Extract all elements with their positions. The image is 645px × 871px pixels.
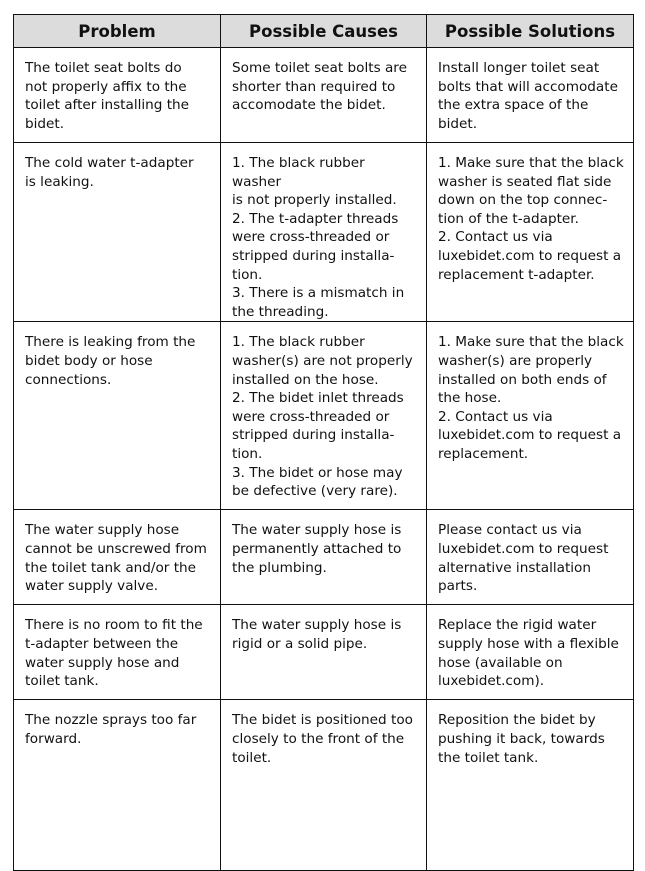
table-row <box>14 605 634 700</box>
solutions-cell: Reposition the bidet by pushing it back, towards the toilet tank. <box>427 700 634 871</box>
causes-cell: The water supply hose is permanently attached to the plumbing. <box>221 510 427 605</box>
table-row <box>14 700 634 871</box>
solutions-cell: Please contact us via luxebidet.com to request alternative installation parts. <box>427 510 634 605</box>
causes-cell: 1. The black rubber washer is not properly installed. 2. The t-adapter threads were cross-threaded or stripped during installa- tion. 3. There is a mismatch in the threading. <box>221 143 427 322</box>
table-row <box>14 322 634 510</box>
problem-cell: The toilet seat bolts do not properly affix to the toilet after installing the bidet. <box>14 48 221 143</box>
problem-cell: The nozzle sprays too far forward. <box>14 700 221 871</box>
solutions-cell: Replace the rigid water supply hose with a flexible hose (available on luxebidet.com). <box>427 605 634 700</box>
header-problem: Problem <box>14 15 221 48</box>
problem-cell: The water supply hose cannot be unscrewed from the toilet tank and/or the water supply valve. <box>14 510 221 605</box>
table-row <box>14 143 634 322</box>
problem-cell: There is no room to fit the t-adapter between the water supply hose and toilet tank. <box>14 605 221 700</box>
causes-cell: Some toilet seat bolts are shorter than required to accomodate the bidet. <box>221 48 427 143</box>
causes-cell: The bidet is positioned too closely to the front of the toilet. <box>221 700 427 871</box>
solutions-cell: 1. Make sure that the black washer(s) are properly installed on both ends of the hose. 2. Contact us via luxebidet.com to request a replacement. <box>427 322 634 510</box>
header-possible-causes: Possible Causes <box>221 15 427 48</box>
causes-cell: 1. The black rubber washer(s) are not properly installed on the hose. 2. The bidet inlet threads were cross-threaded or stripped during installa- tion. 3. The bidet or hose may be defective (very rare). <box>221 322 427 510</box>
causes-cell: The water supply hose is rigid or a solid pipe. <box>221 605 427 700</box>
solutions-cell: Install longer toilet seat bolts that will accomodate the extra space of the bidet. <box>427 48 634 143</box>
table-row <box>14 48 634 143</box>
table-row <box>14 510 634 605</box>
problem-cell: The cold water t-adapter is leaking. <box>14 143 221 322</box>
header-possible-solutions: Possible Solutions <box>427 15 634 48</box>
header-row <box>14 15 634 48</box>
solutions-cell: 1. Make sure that the black washer is seated flat side down on the top connec- tion of the t-adapter. 2. Contact us via luxebidet.com to request a replacement t-adapter. <box>427 143 634 322</box>
troubleshooting-table <box>13 14 634 871</box>
problem-cell: There is leaking from the bidet body or hose connections. <box>14 322 221 510</box>
